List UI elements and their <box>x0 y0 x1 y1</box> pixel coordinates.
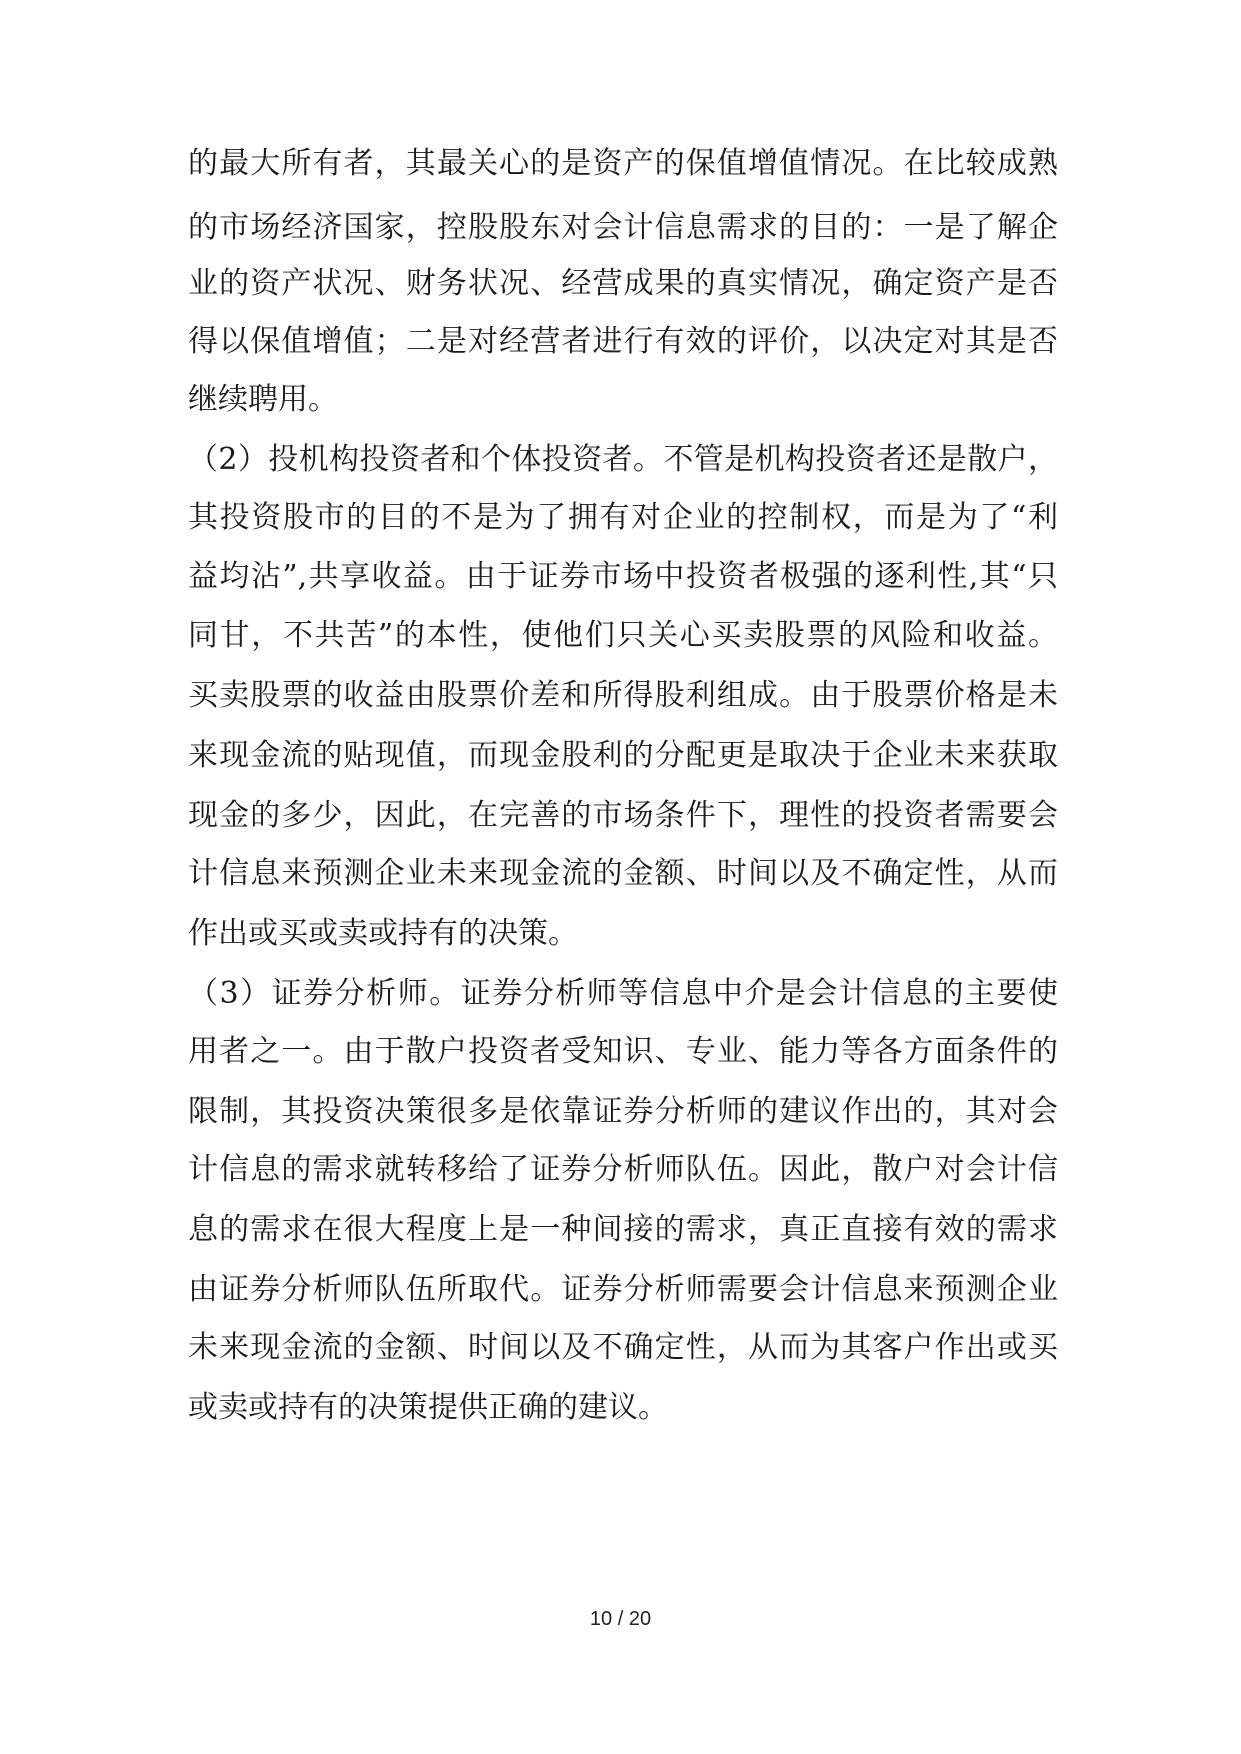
text-line-21: 未来现金流的金额、时间以及不确定性，从而为其客户作出或买 <box>188 1330 1058 1365</box>
text-line-19: 息的需求在很大程度上是一种间接的需求，真正直接有效的需求 <box>188 1212 1058 1247</box>
text-line-16: 用者之一。由于散户投资者受知识、专业、能力等各方面条件的 <box>188 1034 1058 1069</box>
text-line-6: （2）投机构投资者和个体投资者。不管是机构投资者还是散户， <box>188 442 1058 477</box>
text-line-13: 计信息来预测企业未来现金流的金额、时间以及不确定性，从而 <box>188 856 1058 891</box>
text-line-18: 计信息的需求就转移给了证券分析师队伍。因此，散户对会计信 <box>188 1152 1058 1187</box>
text-line-2: 的市场经济国家，控股股东对会计信息需求的目的：一是了解企 <box>188 210 1058 245</box>
text-line-10: 买卖股票的收益由股票价差和所得股利组成。由于股票价格是未 <box>188 678 1058 713</box>
text-line-15: （3）证券分析师。证券分析师等信息中介是会计信息的主要使 <box>188 976 1058 1011</box>
text-line-1: 的最大所有者，其最关心的是资产的保值增值情况。在比较成熟 <box>188 146 1058 181</box>
text-line-9: 同甘，不共苦”的本性，使他们只关心买卖股票的风险和收益。 <box>188 618 1058 653</box>
text-line-8: 益均沾”,共享收益。由于证券市场中投资者极强的逐利性,其“只 <box>188 559 1058 594</box>
text-line-14: 作出或买或卖或持有的决策。 <box>188 916 578 951</box>
text-line-22: 或卖或持有的决策提供正确的建议。 <box>188 1390 668 1425</box>
text-line-3: 业的资产状况、财务状况、经营成果的真实情况，确定资产是否 <box>188 266 1058 301</box>
text-line-20: 由证券分析师队伍所取代。证券分析师需要会计信息来预测企业 <box>188 1272 1058 1307</box>
text-line-17: 限制，其投资决策很多是依靠证券分析师的建议作出的，其对会 <box>188 1094 1058 1129</box>
page-number: 10 / 20 <box>589 1608 652 1630</box>
text-line-7: 其投资股市的目的不是为了拥有对企业的控制权，而是为了“利 <box>188 500 1058 535</box>
text-line-4: 得以保值增值；二是对经营者进行有效的评价，以决定对其是否 <box>188 324 1058 359</box>
text-line-12: 现金的多少，因此，在完善的市场条件下，理性的投资者需要会 <box>188 798 1058 833</box>
text-line-5: 继续聘用。 <box>188 382 338 417</box>
text-line-11: 来现金流的贴现值，而现金股利的分配更是取决于企业未来获取 <box>188 738 1058 773</box>
